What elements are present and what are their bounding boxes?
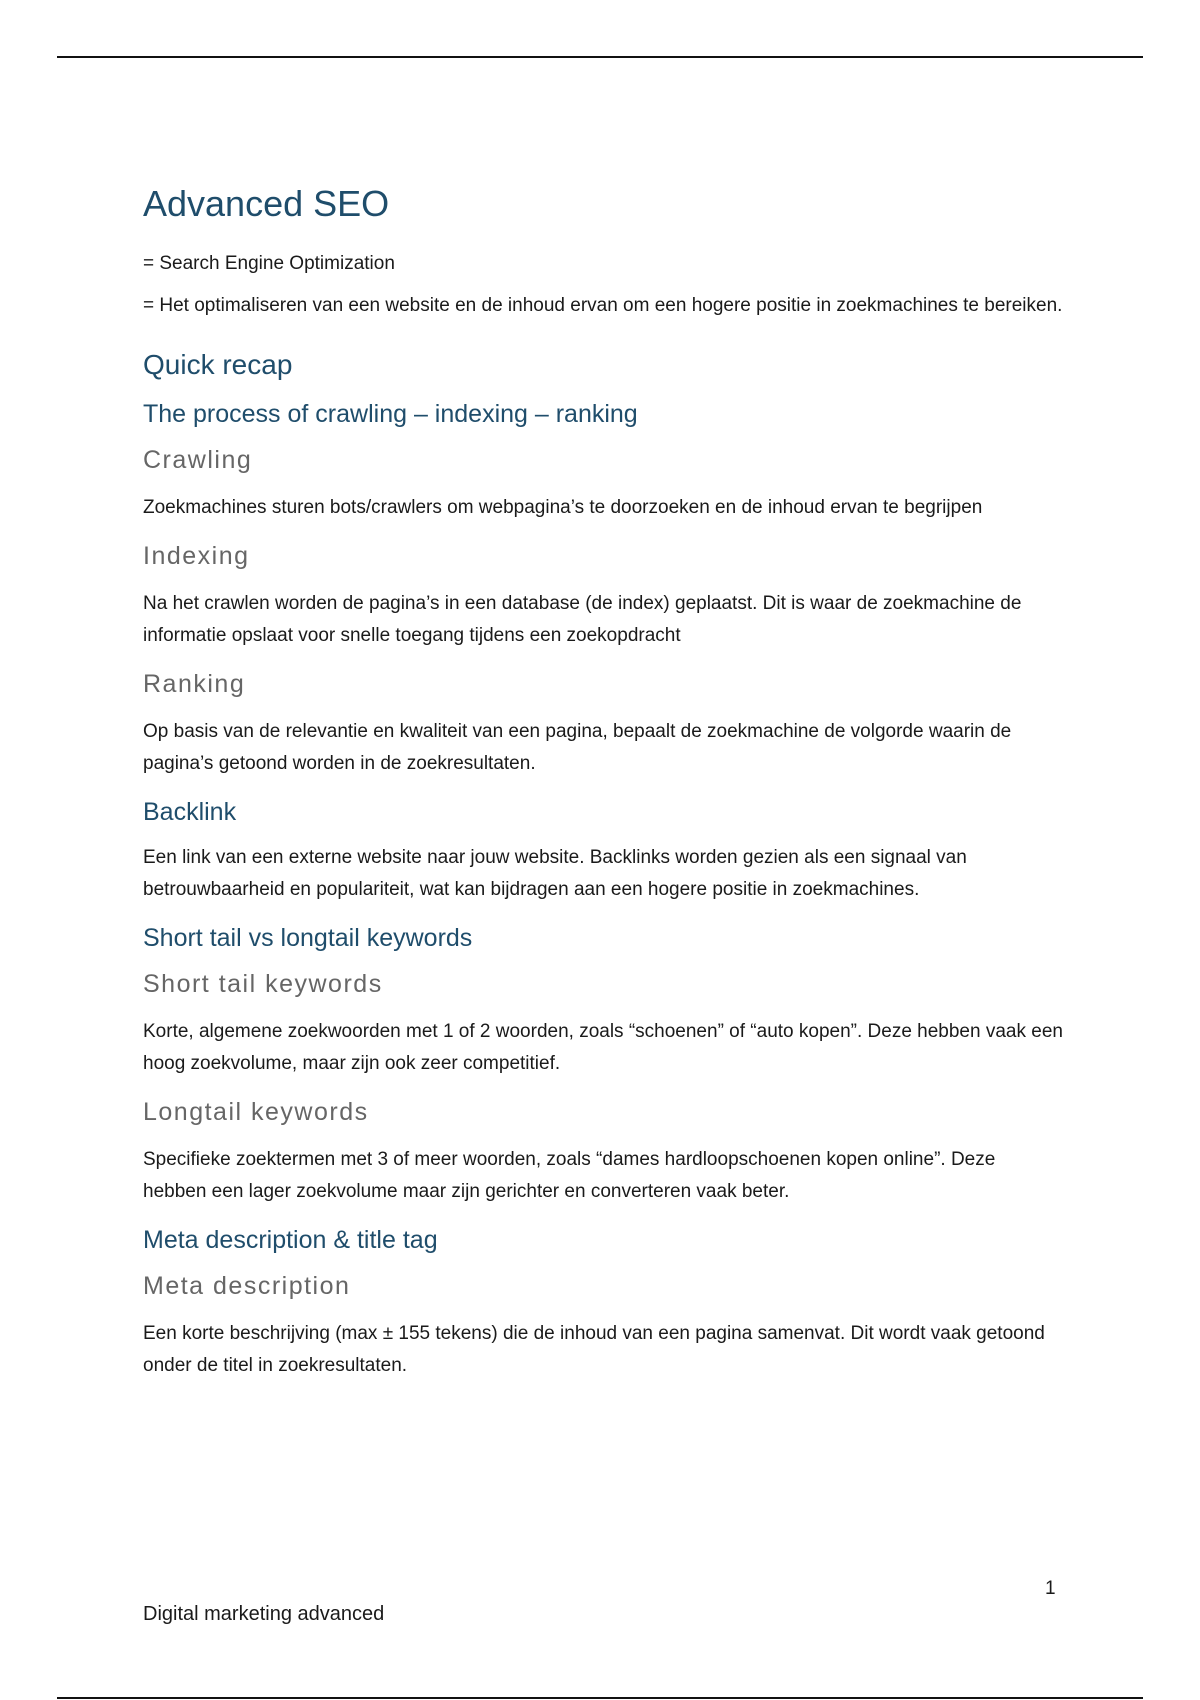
heading-indexing: Indexing (143, 542, 250, 570)
page-number: 1 (1045, 1578, 1056, 1599)
heading-quick-recap: Quick recap (143, 349, 293, 380)
heading-process: The process of crawling – indexing – ranking (143, 400, 638, 428)
heading-ranking: Ranking (143, 670, 246, 698)
definition-description: = Het optimaliseren van een website en de inhoud ervan om een hogere positie in zoekmachines te bereiken. (143, 295, 1063, 316)
text-short-tail: Korte, algemene zoekwoorden met 1 of 2 woorden, zoals “schoenen” of “auto kopen”. Deze hebben vaak een hoog zoekvolume, maar zijn ook zeer competitief. (143, 1021, 1063, 1074)
heading-meta-description: Meta description (143, 1272, 351, 1300)
footer-rule (57, 1697, 1143, 1699)
document-title: Advanced SEO (143, 183, 390, 224)
heading-meta: Meta description & title tag (143, 1226, 438, 1254)
heading-backlink: Backlink (143, 798, 237, 826)
text-meta-description: Een korte beschrijving (max ± 155 tekens) die de inhoud van een pagina samenvat. Dit wordt vaak getoond onder de titel in zoekresultaten. (143, 1323, 1045, 1376)
text-backlink: Een link van een externe website naar jouw website. Backlinks worden gezien als een signaal van betrouwbaarheid en populariteit, wat kan bijdragen aan een hogere positie in zoekmachines. (143, 847, 967, 900)
document-body (143, 182, 1063, 1398)
text-longtail: Specifieke zoektermen met 3 of meer woorden, zoals “dames hardloopschoenen kopen online”. Deze hebben een lager zoekvolume maar zijn gerichter en converteren vaak beter. (143, 1149, 996, 1202)
header-rule (57, 56, 1143, 58)
heading-short-tail: Short tail keywords (143, 970, 383, 998)
heading-keywords: Short tail vs longtail keywords (143, 924, 473, 952)
heading-longtail: Longtail keywords (143, 1098, 369, 1126)
heading-crawling: Crawling (143, 446, 253, 474)
definition-acronym: = Search Engine Optimization (143, 253, 395, 274)
footer-text: Digital marketing advanced (143, 1603, 385, 1625)
text-crawling: Zoekmachines sturen bots/crawlers om webpagina’s te doorzoeken en de inhoud ervan te begrijpen (143, 497, 983, 518)
text-ranking: Op basis van de relevantie en kwaliteit van een pagina, bepaalt de zoekmachine de volgorde waarin de pagina’s getoond worden in de zoekresultaten. (143, 721, 1012, 774)
text-indexing: Na het crawlen worden de pagina’s in een database (de index) geplaatst. Dit is waar de zoekmachine de informatie opslaat voor snelle toegang tijdens een zoekopdracht (143, 593, 1022, 646)
